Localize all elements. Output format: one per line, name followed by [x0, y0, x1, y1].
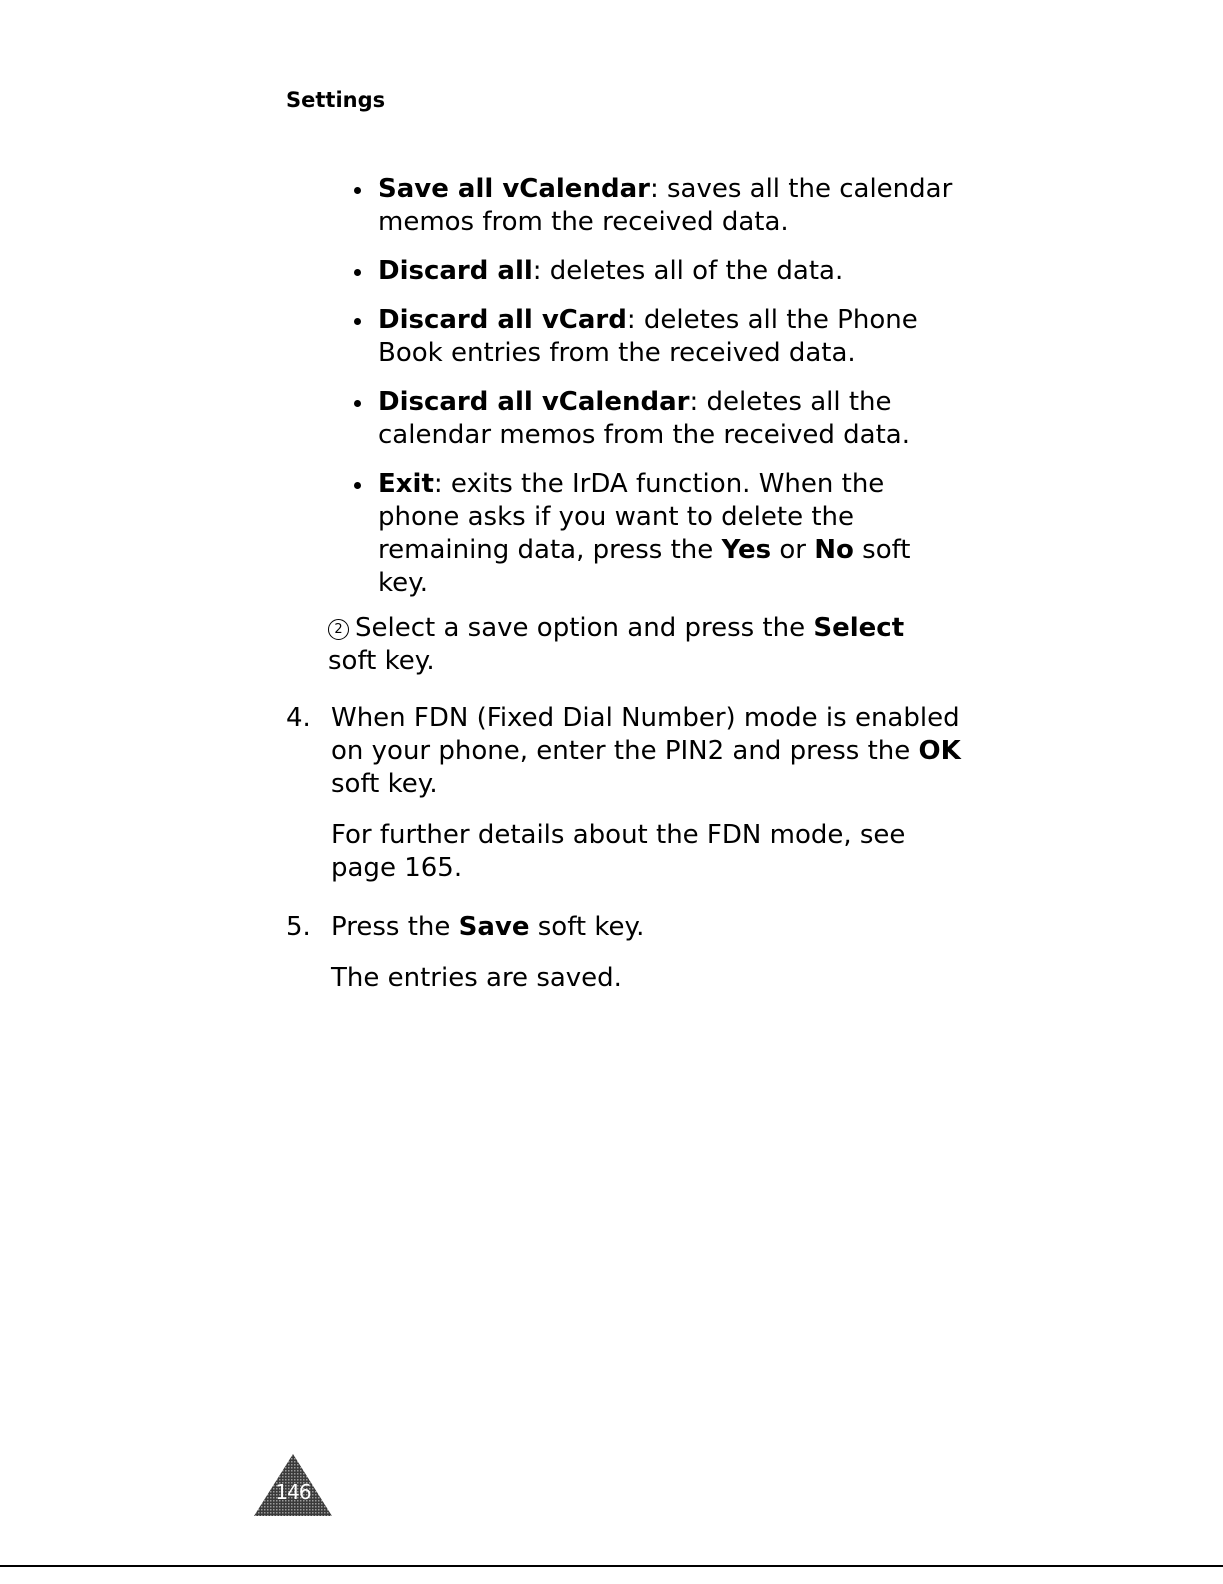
step-5	[286, 911, 966, 995]
step-text-before: When FDN (Fixed Dial Number) mode is enabled on your phone, enter the PIN2 and press the	[331, 703, 960, 766]
list-item	[354, 386, 954, 452]
step-text-after: soft key.	[529, 912, 645, 942]
option-description: : deletes all the Phone Book entries from the received data.	[378, 305, 918, 368]
option-description: : exits the IrDA function. When the phone asks if you want to delete the remaining data, press the	[378, 469, 885, 565]
step-text-before: Press the	[331, 912, 459, 942]
bullet-icon	[354, 187, 361, 194]
bullet-icon	[354, 318, 361, 325]
list-item	[354, 304, 954, 370]
list-item	[354, 468, 954, 600]
step-4	[286, 702, 966, 885]
option-term: Discard all vCalendar	[378, 387, 690, 417]
save-options-list	[354, 173, 954, 616]
step-text	[331, 702, 966, 801]
step-text	[331, 911, 966, 944]
option-term: Exit	[378, 469, 434, 499]
no-key-label: No	[814, 535, 854, 565]
step-number: 4.	[286, 703, 311, 733]
option-term: Discard all	[378, 256, 533, 286]
yes-key-label: Yes	[721, 535, 772, 565]
option-description-mid: or	[771, 535, 815, 565]
option-term: Discard all vCard	[378, 305, 627, 335]
option-description: : deletes all the calendar memos from the received data.	[378, 387, 910, 450]
ok-key-label: OK	[918, 736, 961, 766]
step-text-after: soft key.	[331, 769, 438, 799]
section-title: Settings	[286, 88, 386, 112]
bullet-icon	[354, 400, 361, 407]
list-item	[354, 173, 954, 239]
option-description: : saves all the calendar memos from the received data.	[378, 174, 953, 237]
option-description-tail: soft key.	[378, 535, 911, 598]
substep	[328, 612, 948, 678]
step-note: The entries are saved.	[331, 963, 622, 993]
option-term: Save all vCalendar	[378, 174, 650, 204]
select-key-label: Select	[813, 613, 905, 643]
circled-number-icon: 2	[328, 619, 349, 640]
bullet-icon	[354, 482, 361, 489]
bullet-icon	[354, 269, 361, 276]
option-description: : deletes all of the data.	[532, 256, 844, 286]
step-number: 5.	[286, 912, 311, 942]
bottom-rule	[0, 1565, 1223, 1567]
step-note: For further details about the FDN mode, see page 165.	[331, 820, 906, 883]
page-number: 146	[275, 1480, 311, 1504]
substep-text-tail: soft key.	[328, 646, 435, 676]
save-key-label: Save	[458, 912, 530, 942]
substep-text: Select a save option and press the	[355, 613, 814, 643]
list-item	[354, 255, 954, 288]
